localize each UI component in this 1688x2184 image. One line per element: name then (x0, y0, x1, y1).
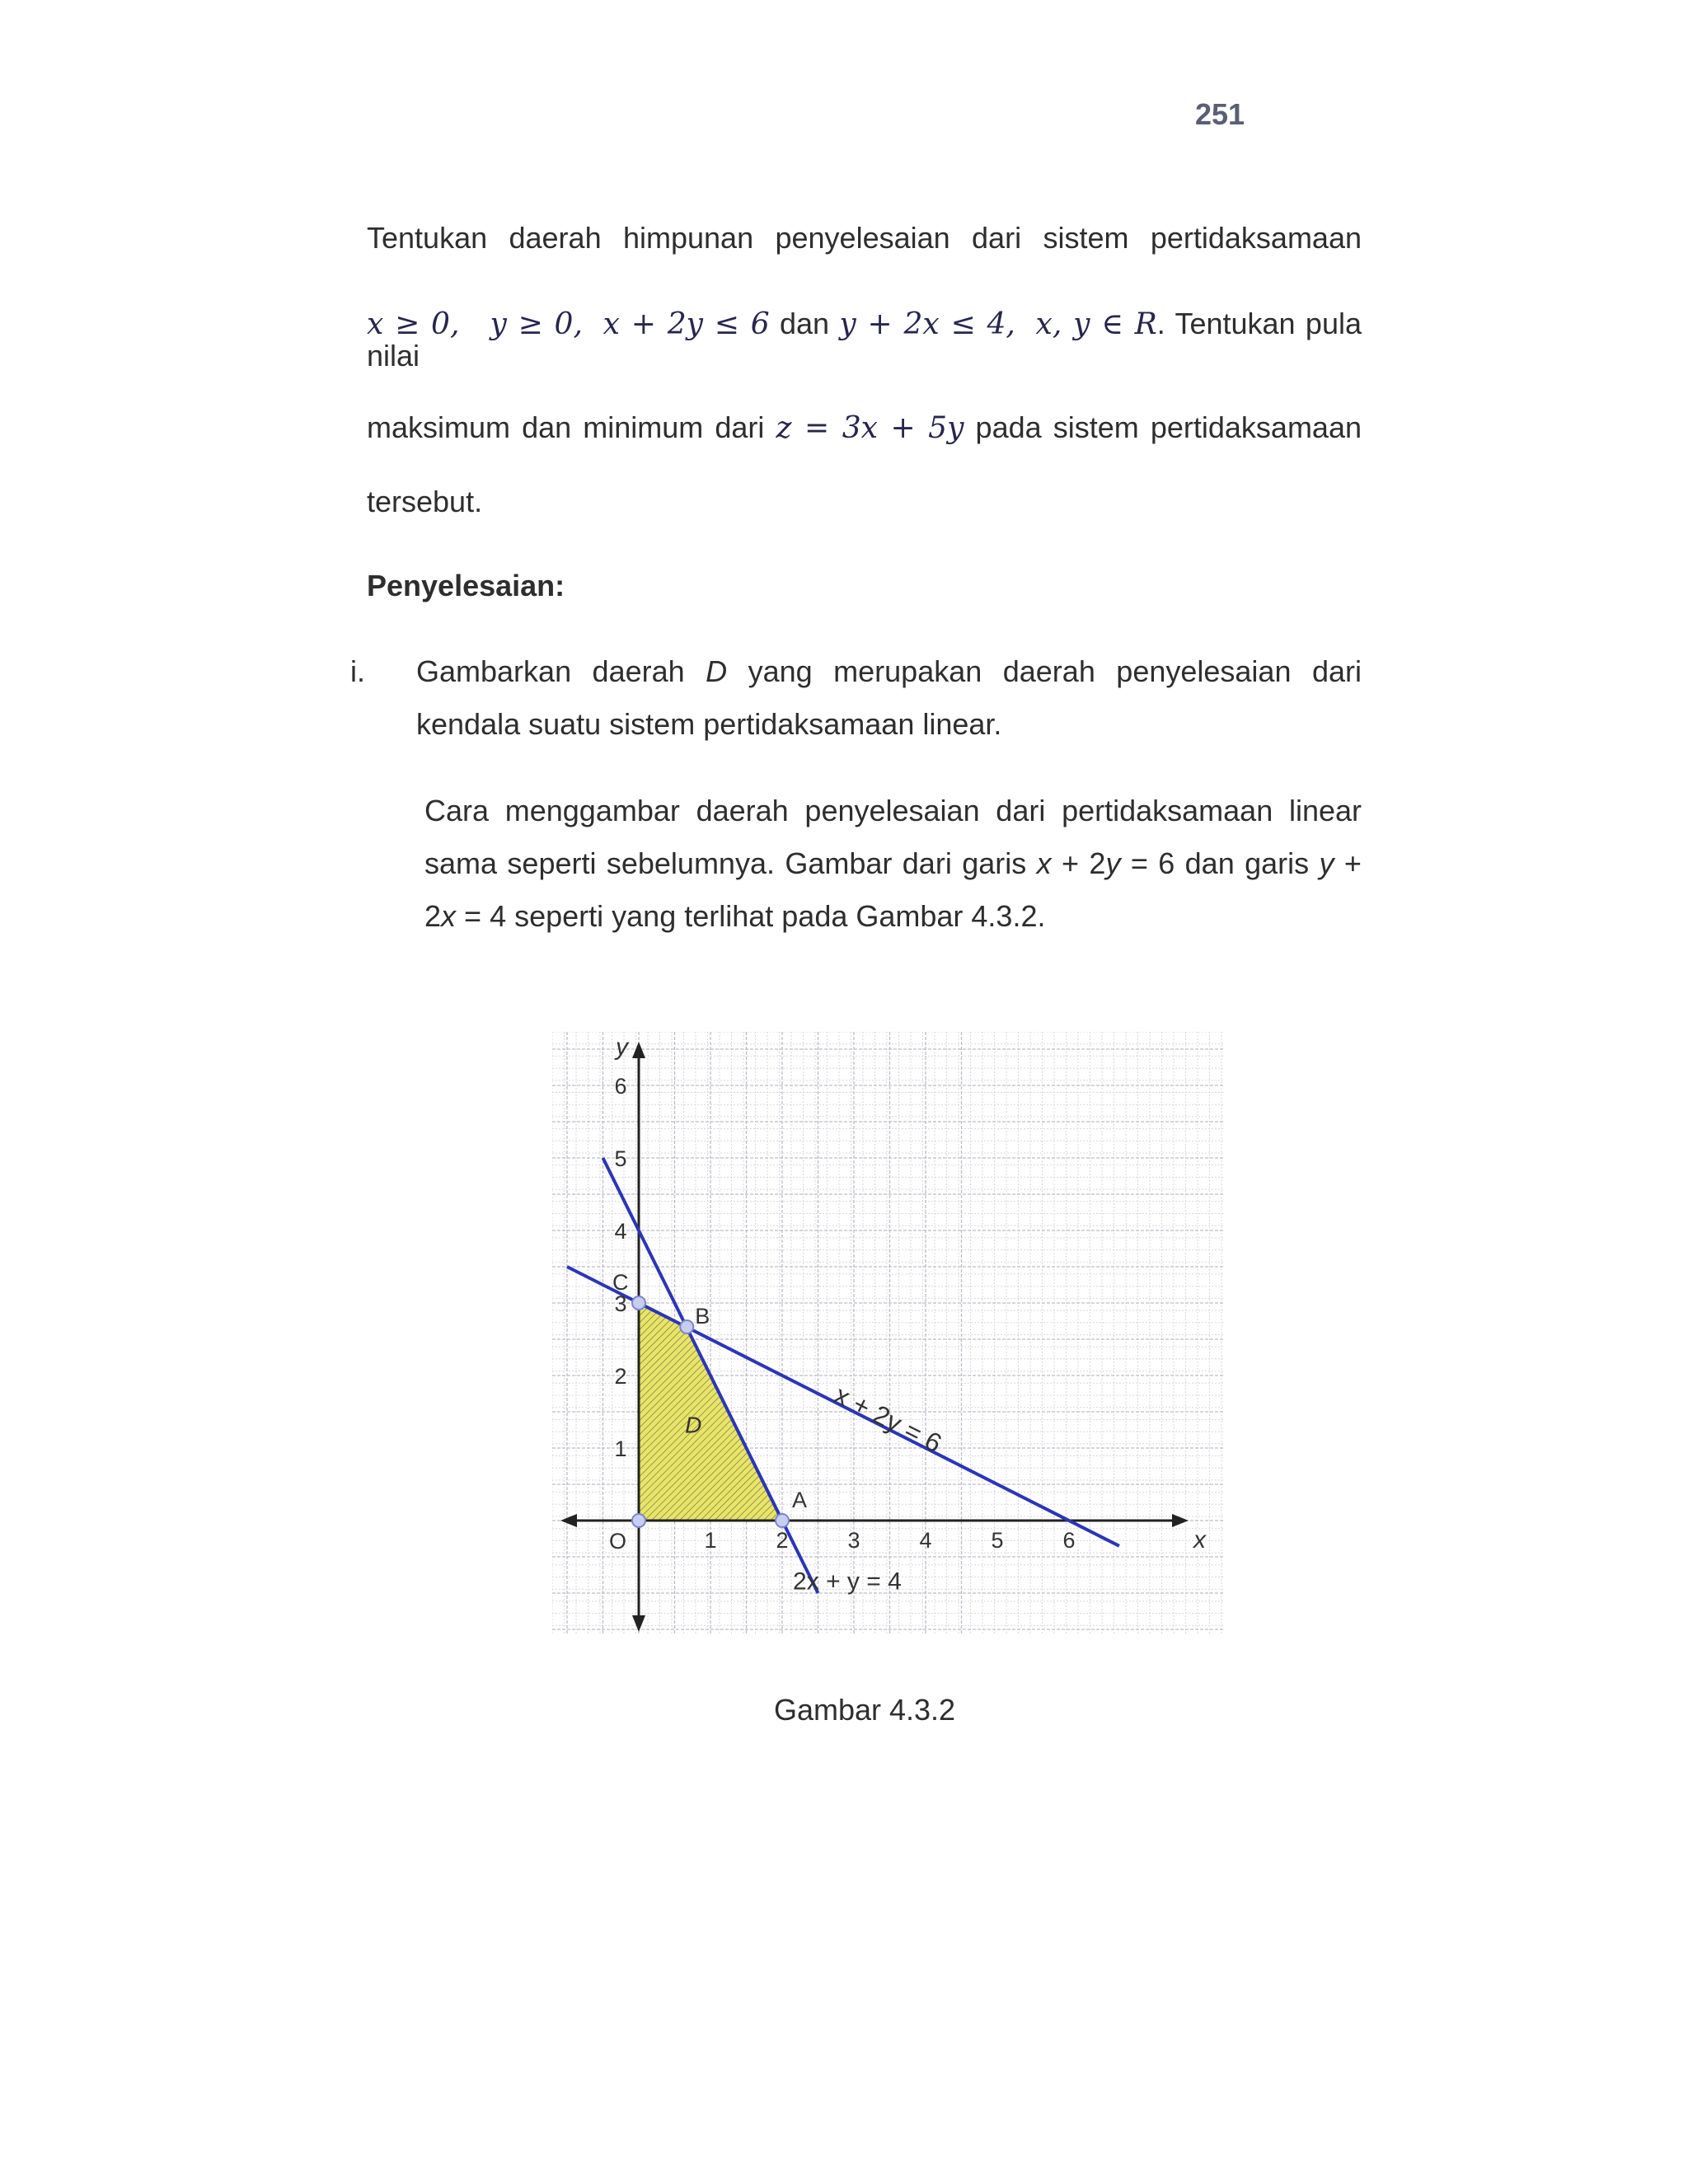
region-label-d: D (685, 1412, 702, 1438)
graph-figure (552, 1032, 1225, 1633)
x-axis-label: x (1193, 1526, 1206, 1554)
y-tick-label: 6 (614, 1074, 627, 1099)
list-marker: i. (350, 654, 365, 688)
explanation-paragraph (424, 785, 1362, 943)
item-text-part: yang merupakan daerah penyelesaian dari kendala suatu sistem pertidaksamaan linear. (416, 654, 1362, 741)
inequality-graph (552, 1032, 1225, 1633)
x-tick-label: 5 (991, 1528, 1004, 1553)
vertex-marker (776, 1514, 789, 1527)
vertex-marker (632, 1514, 645, 1527)
problem-line-2-tail: . Tentukan pula nilai (367, 307, 1362, 373)
note-part: Cara menggambar daerah penyelesaian dari pertidaksamaan linear sama seperti sebelumnya. Gambar dari garis (424, 794, 1362, 880)
conjunction-dan: dan (779, 307, 830, 340)
inequality-constraint-2: y + 2x ≤ 4, (839, 307, 1015, 341)
vertex-label: A (792, 1488, 808, 1512)
y-tick-label: 5 (614, 1146, 627, 1171)
var-y: y (1319, 846, 1334, 880)
x-tick-label: 1 (704, 1528, 717, 1553)
y-tick-label: 3 (614, 1291, 627, 1316)
x-tick-label: 2 (776, 1528, 789, 1553)
note-part: + 2 (424, 846, 1362, 933)
region-variable: D (706, 654, 728, 688)
var-y: y (1105, 846, 1121, 880)
list-item-text (416, 645, 1362, 751)
y-axis-arrow-up (632, 1042, 645, 1058)
figure-caption: Gambar 4.3.2 (773, 1693, 956, 1727)
item-text-part: Gambarkan daerah (416, 654, 685, 688)
inequality-x: x ≥ 0, (367, 307, 460, 341)
line-label-1: x + 2y = 6 (829, 1379, 947, 1459)
problem-line-1: Tentukan daerah himpunan penyelesaian dari sistem pertidaksamaan (367, 221, 1362, 255)
y-tick-label: 4 (614, 1219, 627, 1244)
solution-heading: Penyelesaian: (367, 569, 565, 602)
var-x: x (441, 899, 457, 933)
problem-line-3 (367, 412, 1362, 444)
vertex-label: O (609, 1529, 627, 1554)
x-axis-arrow-left (560, 1514, 577, 1527)
inequality-y: y ≥ 0, (490, 307, 583, 341)
vertex-label: C (612, 1270, 629, 1295)
line-label-2: 2x + y = 4 (793, 1568, 902, 1596)
vertex-marker (680, 1320, 693, 1333)
domain-statement: x, y ∈ R (1035, 307, 1157, 341)
x-axis-arrow-right (1172, 1514, 1189, 1527)
problem-line-4: tersebut. (367, 485, 483, 518)
problem-line-3-end: pada sistem pertidaksamaan (975, 410, 1362, 444)
vertex-label: B (695, 1304, 710, 1329)
y-tick-label: 2 (614, 1364, 627, 1389)
note-part: + 2 (1062, 846, 1106, 880)
var-x: x (1036, 846, 1052, 880)
page-number: 251 (1194, 97, 1245, 131)
problem-line-2 (367, 308, 1362, 372)
x-tick-label: 6 (1062, 1528, 1076, 1553)
x-tick-label: 3 (847, 1528, 860, 1553)
note-part: = 6 dan garis (1130, 846, 1310, 880)
x-tick-label: 4 (919, 1528, 932, 1553)
objective-function: z = 3x + 5y (776, 411, 964, 445)
note-part: = 4 seperti yang terlihat pada Gambar 4.3.2. (464, 899, 1046, 933)
y-axis-label: y (616, 1033, 628, 1061)
problem-line-3-start: maksimum dan minimum dari (367, 410, 765, 444)
vertex-marker (632, 1296, 645, 1310)
y-tick-label: 1 (614, 1436, 627, 1461)
inequality-constraint-1: x + 2y ≤ 6 (603, 307, 770, 341)
